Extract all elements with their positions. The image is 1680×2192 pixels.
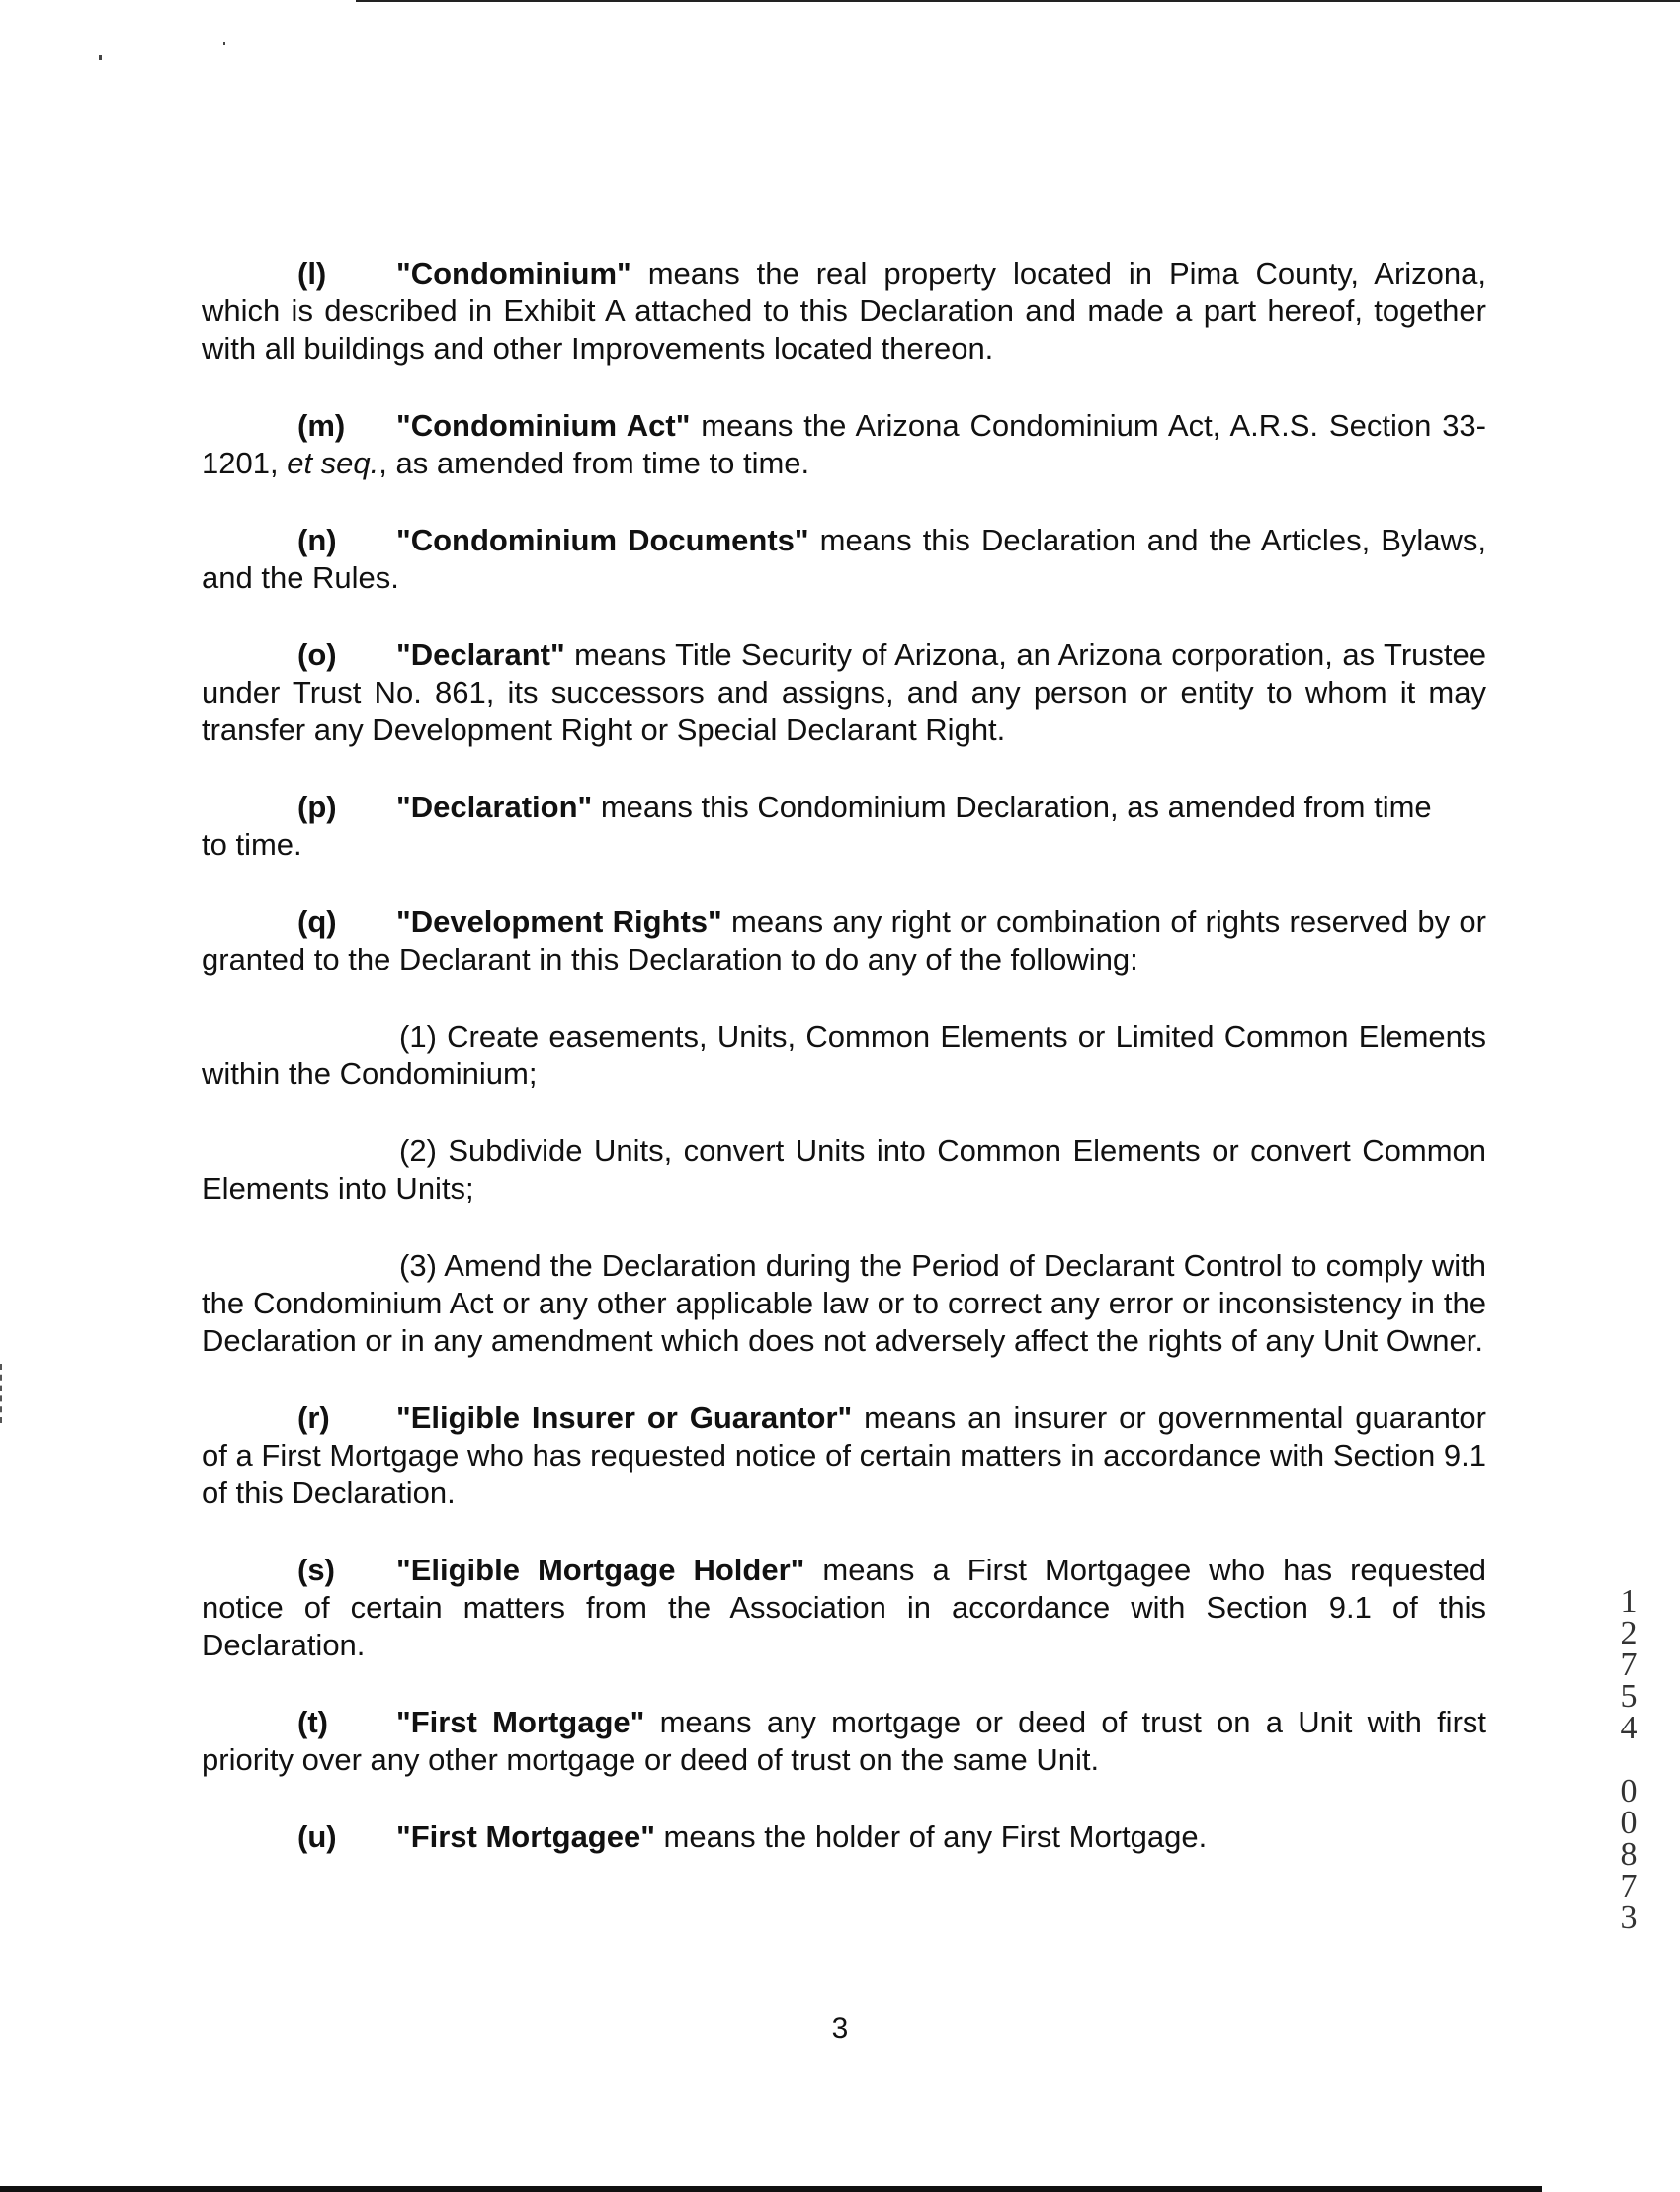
defined-term: "Condominium Act" — [396, 408, 691, 443]
definition-label: (u) — [297, 1819, 337, 1854]
definition-text: means this Condominium Declaration, as amended from time to time. — [202, 790, 1432, 862]
definition-label: (s) — [297, 1553, 335, 1587]
definition-label: (m) — [297, 408, 346, 443]
definition-label: (p) — [297, 790, 337, 824]
scan-edge-top — [356, 0, 1680, 2]
stamp-digit: 3 — [1620, 1899, 1638, 1936]
defined-term: "Condominium" — [396, 256, 631, 291]
definition-text: , as amended from time to time. — [378, 446, 810, 480]
definition-label: (n) — [297, 523, 337, 557]
definition-label: (t) — [297, 1705, 328, 1739]
definition-s — [202, 1552, 1486, 1664]
definition-text: means the holder of any First Mortgage. — [654, 1819, 1208, 1854]
stamp-digit: 0 — [1620, 1773, 1638, 1810]
definition-r — [202, 1399, 1486, 1512]
development-right-1: (1) Create easements, Units, Common Elements or Limited Common Elements within the Condominium; — [202, 1019, 1486, 1091]
development-right-2: (2) Subdivide Units, convert Units into Common Elements or convert Common Elements into Units; — [202, 1134, 1486, 1206]
page-number: 3 — [831, 2012, 849, 2045]
stamp-digit: 7 — [1620, 1646, 1638, 1683]
scan-speck — [223, 42, 225, 45]
definition-m — [202, 407, 1486, 482]
recording-stamp — [1609, 1583, 1648, 1936]
defined-term: "Eligible Mortgage Holder" — [396, 1553, 805, 1587]
stamp-digit: 4 — [1620, 1710, 1638, 1746]
scan-edge-bottom — [0, 2186, 1542, 2192]
defined-term: "Declarant" — [396, 637, 565, 672]
stamp-gap — [1609, 1744, 1648, 1776]
defined-term: "Declaration" — [396, 790, 593, 824]
definition-o — [202, 636, 1486, 749]
definition-n — [202, 522, 1486, 597]
definition-text: means any mortgage or deed of trust on a Unit with first priority over any other mortgage or deed of trust on the same Unit. — [202, 1705, 1487, 1777]
defined-term: "Development Rights" — [396, 904, 722, 939]
defined-term: "First Mortgagee" — [396, 1819, 655, 1854]
scan-speck — [99, 55, 102, 60]
stamp-digit: 8 — [1620, 1836, 1638, 1873]
definition-text: means an insurer or governmental guarantor of a First Mortgage who has requested notice of certain matters in accordance with Section 9.1 of this Declaration. — [202, 1400, 1486, 1510]
definition-label: (r) — [297, 1400, 330, 1435]
definition-text: means Title Security of Arizona, an Arizona corporation, as Trustee under Trust No. 861, its successors and assigns, and any person or entity to whom it may transfer any Development Right or Special Declarant Right. — [202, 637, 1486, 747]
definition-label: (q) — [297, 904, 337, 939]
stamp-digit: 5 — [1620, 1678, 1638, 1715]
defined-term: "First Mortgage" — [396, 1705, 645, 1739]
defined-term: "Eligible Insurer or Guarantor" — [396, 1400, 853, 1435]
definition-label: (l) — [297, 256, 327, 291]
defined-term: "Condominium Documents" — [396, 523, 809, 557]
definition-p — [202, 789, 1486, 864]
definition-text: means a First Mortgagee who has requested notice of certain matters from the Association in accordance with Section 9.1 of this Declaration. — [202, 1553, 1486, 1662]
scan-edge-left-marks — [0, 1364, 5, 1423]
definition-u — [202, 1818, 1486, 1856]
definition-l — [202, 255, 1486, 368]
definition-italic-text: et seq. — [287, 446, 379, 480]
stamp-digit: 7 — [1620, 1868, 1638, 1904]
definition-text: means any right or combination of rights reserved by or granted to the Declarant in this Declaration to do any of the following: — [202, 904, 1486, 976]
definition-text: means the real property located in Pima County, Arizona, which is described in Exhibit A attached to this Declaration and made a part hereof, together with all buildings and other Improvements located thereon. — [202, 256, 1486, 366]
definition-label: (o) — [297, 637, 337, 672]
definition-q — [202, 903, 1486, 978]
stamp-digit: 1 — [1620, 1583, 1638, 1620]
definition-text: means the Arizona Condominium Act, A.R.S. Section 33-1201, — [202, 408, 1486, 480]
stamp-digit: 0 — [1620, 1805, 1638, 1841]
development-right-3: (3) Amend the Declaration during the Period of Declarant Control to comply with the Condominium Act or any other applicable law or to correct any error or inconsistency in the Declaration or in any amendment which does not adversely affect the rights of any Unit Owner. — [202, 1248, 1486, 1358]
definition-t — [202, 1704, 1486, 1779]
document-body — [202, 255, 1486, 1896]
definition-text: means this Declaration and the Articles, Bylaws, and the Rules. — [202, 523, 1487, 595]
stamp-digit: 2 — [1620, 1615, 1638, 1651]
